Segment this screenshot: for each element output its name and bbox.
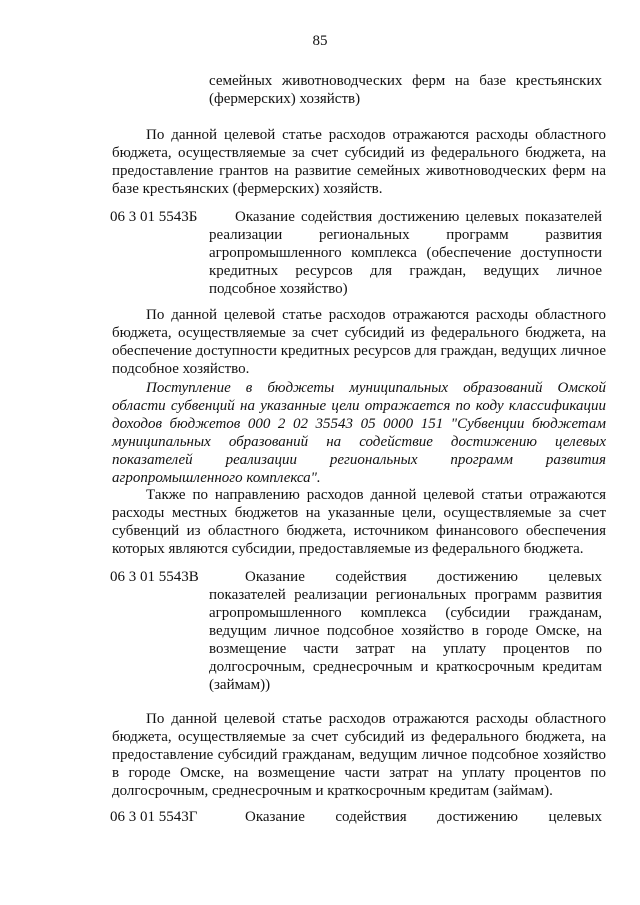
entry-v-title-text: Оказание содействия достижению целевых показателей реализации региональных программ развития агропромышленного комплекса (субсидии гражданам, ведущим личное подсобное хозяйство в городе Омске, на возмещение части затрат на уплату процентов по долгосрочным, среднесрочным и краткосрочным кредитам (займам)) [209,569,602,693]
paragraph-3-italic [112,379,606,487]
paragraph-3-text: Поступление в бюджеты муниципальных образований Омской области субвенций на указанные цели отражается по коду классификации доходов бюджетов 000 2 02 35543 05 0000 151 "Субвенции бюджетам муниципальных образований на содействие достижению целевых показателей реализации региональных программ развития агропромышленного комплекса". [112,380,606,486]
entry-v-title [209,568,602,694]
page-number: 85 [312,33,328,49]
paragraph-2-text: По данной целевой статье расходов отражаются расходы областного бюджета, осуществляемые за счет субсидий из федерального бюджета, на обеспечение доступности кредитных ресурсов для граждан, ведущих личное подсобное хозяйство. [112,307,606,377]
paragraph-4 [112,486,606,558]
paragraph-2 [112,306,606,378]
paragraph-1-text: По данной целевой статье расходов отражаются расходы областного бюджета, осуществляемые за счет субсидий из федерального бюджета, на предоставление грантов на развитие семейных животноводческих ферм на базе крестьянских (фермерских) хозяйств. [112,127,606,197]
entry-b-title-text: Оказание содействия достижению целевых показателей реализации региональных программ развития агропромышленного комплекса (обеспечение доступности кредитных ресурсов для граждан, ведущих личное подсобное хозяйство) [209,209,602,297]
continuation-text: семейных животноводческих ферм на базе крестьянских (фермерских) хозяйств) [209,73,602,107]
paragraph-1 [112,126,606,198]
entry-g-title [209,808,602,826]
paragraph-4-text: Также по направлению расходов данной целевой статьи отражаются расходы местных бюджетов на указанные цели, осуществляемые за счет субвенций из областного бюджета, источником финансового обеспечения которых являются субсидии, предоставляемые из федерального бюджета. [112,487,606,557]
entry-b-title [209,208,602,298]
entry-v-code: 06 3 01 5543В [110,569,199,585]
entry-g-code: 06 3 01 5543Г [110,809,198,825]
paragraph-5 [112,710,606,800]
paragraph-5-text: По данной целевой статье расходов отражаются расходы областного бюджета, осуществляемые за счет субсидий из федерального бюджета, на предоставление субсидий гражданам, ведущим личное подсобное хозяйство в городе Омске, на возмещение части затрат на уплату процентов по долгосрочным, среднесрочным и краткосрочным кредитам (займам). [112,711,606,799]
entry-b-code: 06 3 01 5543Б [110,209,198,225]
continuation-title [209,72,602,108]
entry-g-title-text: Оказание содействия достижению целевых [245,809,602,825]
